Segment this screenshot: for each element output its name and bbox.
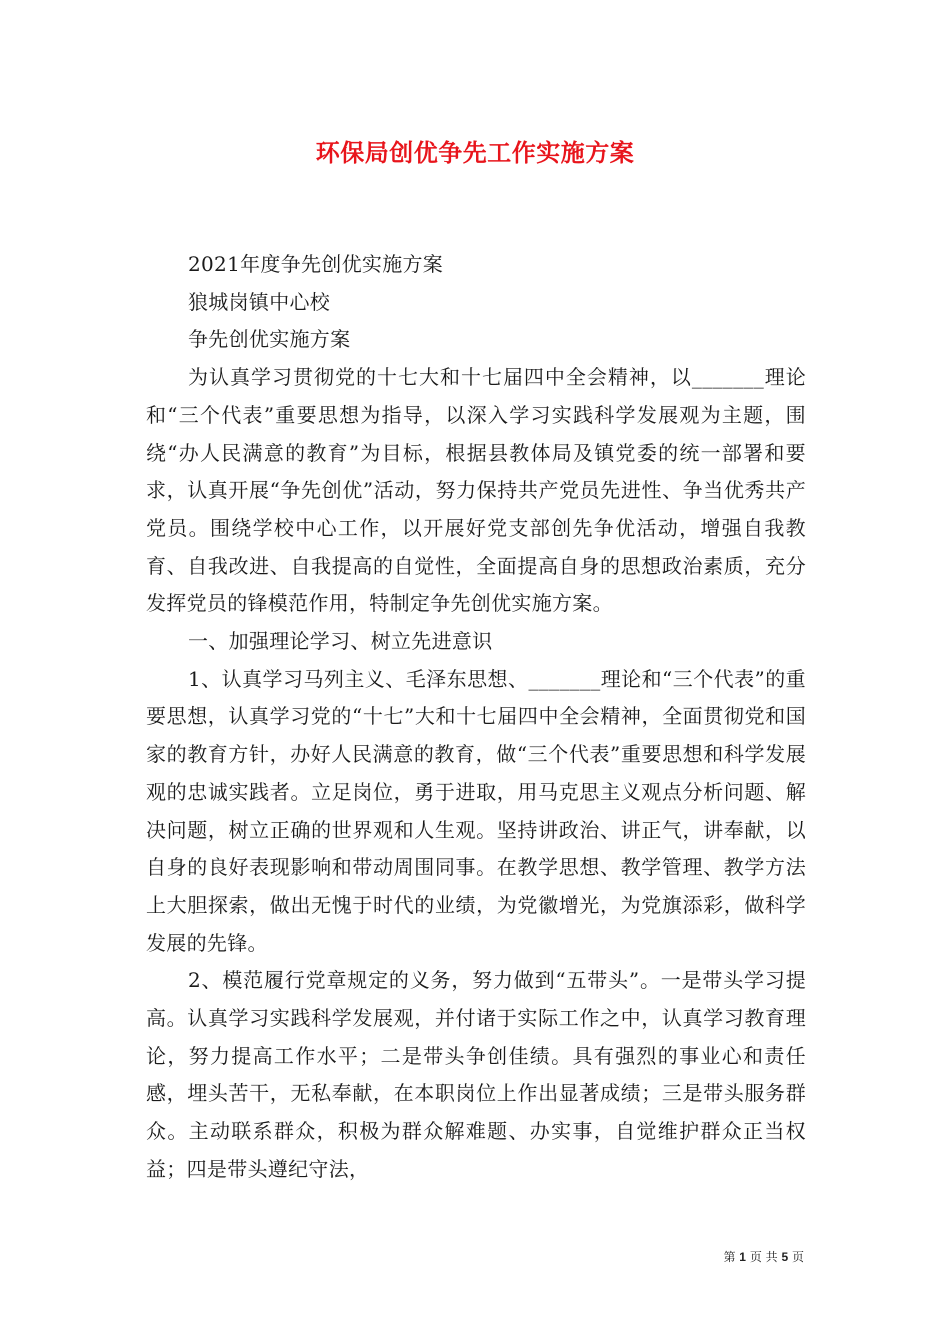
footer-current-page: 1 xyxy=(739,1250,746,1264)
paragraph-introduction: 为认真学习贯彻党的十七大和十七届四中全会精神，以_______理论和“三个代表”重要思想为指导，以深入学习实践科学发展观为主题，围绕“办人民满意的教育”为目标，根据县教体局及镇党委的统一部署和要求，认真开展“争先创优”活动，努力保持共产党员先进性、争当优秀共产党员。围绕学校中心工作，以开展好党支部创先争优活动，增强自我教育、自我改进、自我提高的自觉性，全面提高自身的思想政治素质，充分发挥党员的锋模范作用，特制定争先创优实施方案。 xyxy=(146,365,806,616)
page-number-footer xyxy=(723,1248,804,1265)
document-title: 环保局创优争先工作实施方案 xyxy=(315,138,635,167)
section-heading-1: 一、加强理论学习、树立先进意识 xyxy=(188,629,493,654)
paragraph-plan-heading: 争先创优实施方案 xyxy=(188,327,351,352)
footer-prefix: 第 xyxy=(723,1250,736,1264)
paragraph-item-1: 1、认真学习马列主义、毛泽东思想、_______理论和“三个代表”的重要思想，认真学习党的“十七”大和十七届四中全会精神，全面贯彻党和国家的教育方针，办好人民满意的教育，做“三个代表”重要思想和科学发展观的忠诚实践者。立足岗位，勇于进取，用马克思主义观点分析问题、解决问题，树立正确的世界观和人生观。坚持讲政治、讲正气，讲奉献，以自身的良好表现影响和带动周围同事。在教学思想、教学管理、教学方法上大胆探索，做出无愧于时代的业绩，为党徽增光，为党旗添彩，做科学发展的先锋。 xyxy=(146,666,806,955)
paragraph-plan-year: 2021年度争先创优实施方案 xyxy=(188,252,444,276)
paragraph-item-2: 2、模范履行党章规定的义务，努力做到“五带头”。一是带头学习提高。认真学习实践科学发展观，并付诸于实际工作之中，认真学习教育理论，努力提高工作水平；二是带头争创佳绩。具有强烈的事业心和责任感，埋头苦干，无私奉献，在本职岗位上作出显著成绩；三是带头服务群众。主动联系群众，积极为群众解难题、办实事，自觉维护群众正当权益；四是带头遵纪守法， xyxy=(146,968,806,1181)
document-body xyxy=(146,246,806,1189)
footer-middle: 页 共 xyxy=(749,1250,778,1264)
footer-total-pages: 5 xyxy=(781,1250,789,1264)
footer-suffix: 页 xyxy=(791,1250,804,1264)
paragraph-school-name: 狼城岗镇中心校 xyxy=(188,289,331,314)
